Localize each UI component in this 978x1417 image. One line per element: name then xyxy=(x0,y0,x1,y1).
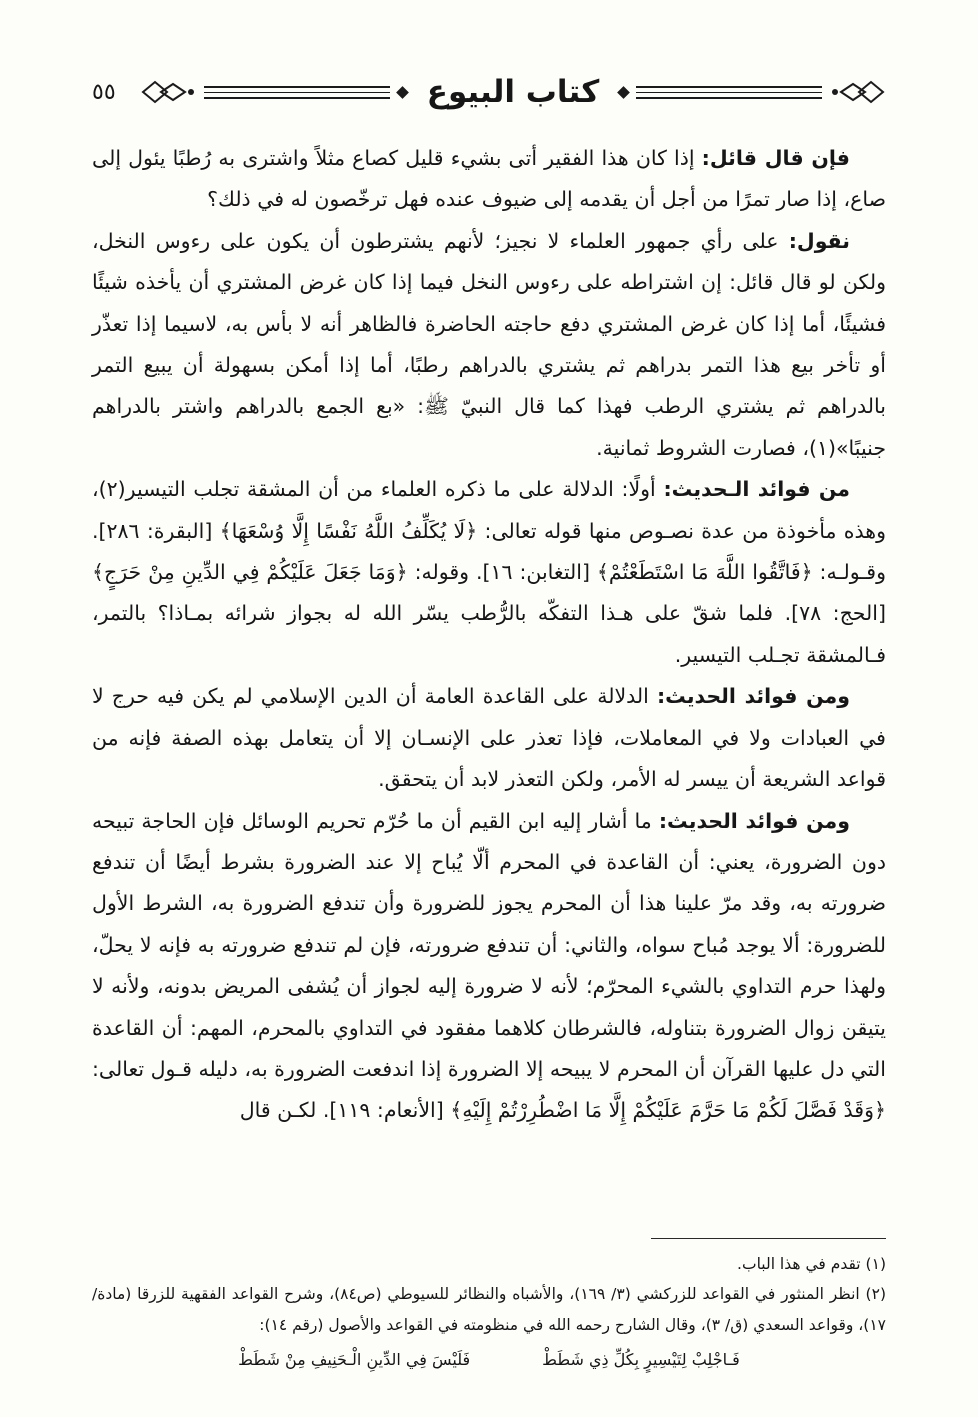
paragraph-text: الدلالة على القاعدة العامة أن الدين الإسلامي لم يكن فيه حرج لا في العبادات ولا في المعاملات، فإذا تعذر على الإنسـان إلا أن يتعامل بهذه الصفة فإنه من قواعد الشريعة أن ييسر له الأمر، ولكن التعذر لابد أن يتحقق. xyxy=(92,684,886,792)
poetry-hemistich-right: فَـاجْلِبْ لِتَيْسِيرٍ بِكُلِّ ذِي شَطَطْ xyxy=(542,1349,740,1369)
page-number: ٥٥ xyxy=(92,79,116,105)
flourish-left-icon xyxy=(140,79,196,105)
header-rule-left xyxy=(204,86,390,99)
paragraph-lead: ومن فوائد الحديث: xyxy=(656,684,850,709)
paragraph-answer xyxy=(92,221,886,469)
page-body xyxy=(92,138,886,1228)
footnote-separator xyxy=(651,1238,886,1239)
paragraph-lead: من فوائد الـحديث: xyxy=(663,477,851,502)
paragraph-text: ما أشار إليه ابن القيم أن ما حُرّم تحريم الوسائل فإن الحاجة تبيحه دون الضرورة، يعني: أن القاعدة في المحرم ألّا يُباح إلا عند الضرورة بشرط أيضًا أن تندفع ضرورته به، وقد مرّ علينا هذا أن المحرم يجوز للضرورة وأن تندفع الضرورة به، الشرط الأول للضرورة: ألا يوجد مُباح سواه، والثاني: أن تندفع ضرورته، فإن لم تندفع ضرورته به فإنه لا يحلّ، ولهذا حرم التداوي بالشيء المحرّم؛ لأنه لا ضرورة إليه لجواز أن يُشفى المريض بدونه، ولأنه لا يتيقن زوال الضرورة بتناوله، فالشرطان كلاهما مفقود في التداوي بالمحرم، المهم: أن القاعدة التي دل عليها القرآن أن المحرم لا يبيحه إلا الضرورة إذا اندفعت الضرورة به، دليله قـول تعالى: ﴿وَقَدْ فَصَّلَ لَكُمْ مَا حَرَّمَ عَلَيْكُمْ إِلَّا مَا اضْطُرِرْتُمْ إِلَيْهِ﴾ [الأنعام: ١١٩]. لكـن قال xyxy=(92,808,886,1123)
footnote-text: تقدم في هذا الباب. xyxy=(737,1255,861,1274)
book-title: كتاب البيوع xyxy=(426,74,600,110)
paragraph-benefit-3 xyxy=(92,801,886,1132)
paragraph-text: إذا كان هذا الفقير أتى بشيء قليل كصاع مثلاً واشترى به رُطبًا يئول إلى صاع، إذا صار تمرًا من أجل أن يقدمه إلى ضيوف عنده فهل ترخّصون له في ذلك؟ xyxy=(92,146,886,212)
footnote-marker: (١) xyxy=(865,1255,886,1274)
poetry-verse xyxy=(92,1344,886,1375)
paragraph-question xyxy=(92,138,886,221)
footnotes-section xyxy=(92,1238,886,1375)
paragraph-benefit-2 xyxy=(92,676,886,800)
paragraph-text: على رأي جمهور العلماء لا نجيز؛ لأنهم يشترطون أن يكون على رءوس النخل، ولكن لو قال قائل: إن اشتراطه على رءوس النخل فيما إذا كان غرض المشتري أن يأخذه شيئًا فشيئًا، أما إذا كان غرض المشتري دفع حاجته الحاضرة فالظاهر أنه لا بأس به، لاسيما إذا تعذّر أو تأخر بيع هذا التمر بدراهم ثم يشتري بالدراهم رطبًا، أما إذا أمكن بسهولة أن يبيع التمر بالدراهم ثم يشتري الرطب فهذا كما قال النبيّ ﷺ: «بع الجمع بالدراهم واشتر بالدراهم جنيبًا»(١)، فصارت الشروط ثمانية. xyxy=(92,228,886,460)
paragraph-text: أولًا: الدلالة على ما ذكره العلماء من أن المشقة تجلب التيسير(٢)، وهذه مأخوذة من عدة نصـوص منها قوله تعالى: ﴿لَا يُكَلِّفُ اللَّهُ نَفْسًا إِلَّا وُسْعَهَا﴾ [البقرة: ٢٨٦]. وقـولـه: ﴿فَاتَّقُوا اللَّهَ مَا اسْتَطَعْتُمْ﴾ [التغابن: ١٦]. وقوله: ﴿وَمَا جَعَلَ عَلَيْكُمْ فِي الدِّينِ مِنْ حَرَجٍ﴾ [الحج: ٧٨]. فلما شقّ على هـذا التفكّه بالرُّطب يسّر الله له بجواز شرائه بمـاذا؟ بالتمر، فـالمشقة تجـلب التيسير. xyxy=(92,477,887,667)
flourish-right-icon xyxy=(830,79,886,105)
page-header xyxy=(92,74,886,110)
paragraph-benefit-1 xyxy=(92,469,886,676)
footnote-1 xyxy=(92,1249,886,1279)
header-rule-right xyxy=(636,86,822,99)
footnote-2 xyxy=(92,1279,886,1339)
header-ornament-band xyxy=(140,74,886,110)
diamond-ornament-icon xyxy=(617,86,630,99)
diamond-ornament-icon xyxy=(396,86,409,99)
paragraph-lead: ومن فوائد الحديث: xyxy=(658,808,850,833)
paragraph-lead: نقول: xyxy=(788,228,850,253)
footnote-marker: (٢) xyxy=(865,1285,886,1304)
footnote-text: انظر المنثور في القواعد للزركشي (٣/ ١٦٩)، والأشباه والنظائر للسيوطي (ص٨٤)، وشرح القواعد الفقهية للزرقا (مادة/ ١٧)، وقواعد السعدي (ق/ ٣)، وقال الشارح رحمه الله في منظومته في القواعد والأصول (رقم ١٤): xyxy=(92,1285,886,1334)
paragraph-lead: فإن قال قائل: xyxy=(701,146,850,170)
poetry-hemistich-left: فَلَيْسَ فِي الدِّينِ الْـحَنِيفِ مِنْ شَطَطْ xyxy=(238,1349,471,1369)
